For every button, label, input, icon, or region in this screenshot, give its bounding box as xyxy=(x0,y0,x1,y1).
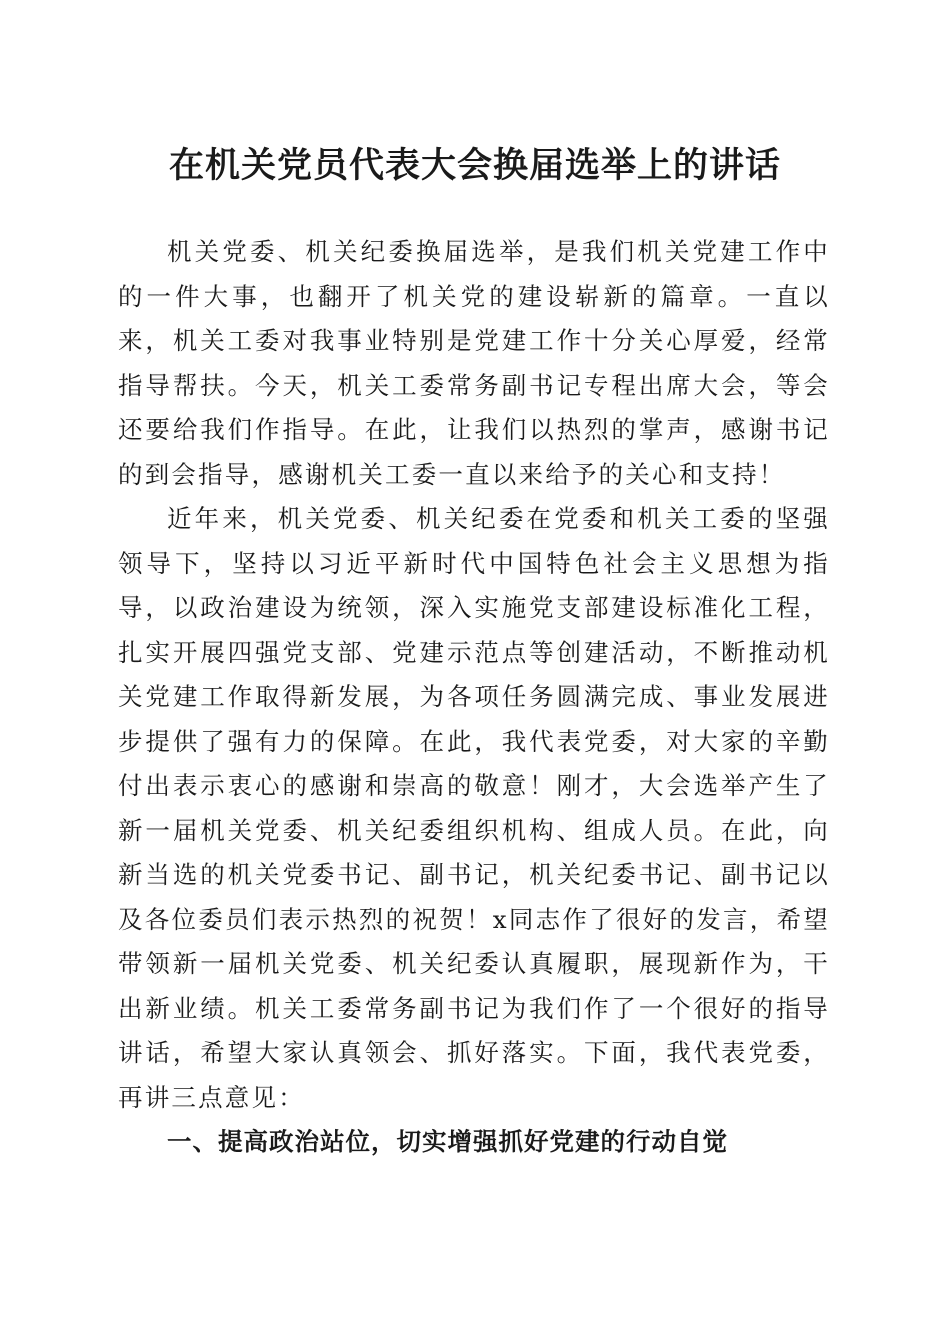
section-heading: 一、提高政治站位，切实增强抓好党建的行动自觉 xyxy=(167,1127,728,1156)
paragraph-1: 机关党委、机关纪委换届选举，是我们机关党建工作中的一件大事，也翻开了机关党的建设崭新的篇章。一直以来，机关工委对我事业特别是党建工作十分关心厚爱，经常指导帮扶。今天，机关工委常务副书记专程出席大会，等会还要给我们作指导。在此，让我们以热烈的掌声，感谢书记的到会指导，感谢机关工委一直以来给予的关心和支持！ xyxy=(118,237,830,489)
document-body xyxy=(118,230,830,1165)
paragraph-2: 近年来，机关党委、机关纪委在党委和机关工委的坚强领导下，坚持以习近平新时代中国特色社会主义思想为指导，以政治建设为统领，深入实施党支部建设标准化工程，扎实开展四强党支部、党建示范点等创建活动，不断推动机关党建工作取得新发展，为各项任务圆满完成、事业发展进步提供了强有力的保障。在此，我代表党委，对大家的辛勤付出表示衷心的感谢和崇高的敬意！刚才，大会选举产生了新一届机关党委、机关纪委组织机构、组成人员。在此，向新当选的机关党委书记、副书记，机关纪委书记、副书记以及各位委员们表示热烈的祝贺！x同志作了很好的发言，希望带领新一届机关党委、机关纪委认真履职，展现新作为，干出新业绩。机关工委常务副书记为我们作了一个很好的指导讲话，希望大家认真领会、抓好落实。下面，我代表党委，再讲三点意见： xyxy=(118,504,830,1112)
document-title: 在机关党员代表大会换届选举上的讲话 xyxy=(168,145,781,186)
